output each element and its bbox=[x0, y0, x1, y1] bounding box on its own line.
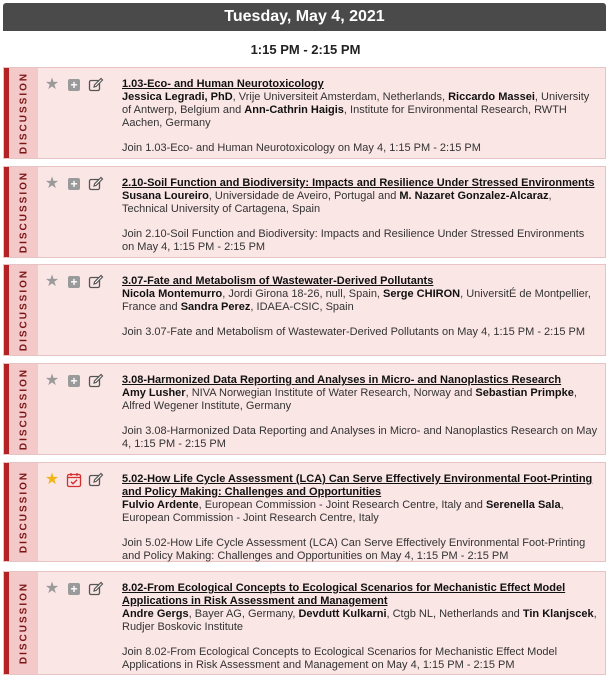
edit-note-icon[interactable] bbox=[88, 176, 104, 192]
chair-name: Amy Lusher bbox=[122, 387, 186, 399]
session-title-link[interactable]: 3.07-Fate and Metabolism of Wastewater-Derived Pollutants bbox=[122, 275, 434, 287]
session-content bbox=[122, 374, 599, 451]
chair-affiliation: , IDAEA-CSIC, Spain bbox=[250, 301, 354, 313]
chair-affiliation: , Rudjer Boskovic Institute bbox=[122, 608, 597, 633]
chair-name: Serenella Sala bbox=[485, 499, 561, 511]
add-to-schedule-icon[interactable]: + bbox=[66, 373, 82, 389]
chair-affiliation: , UniversitÉ de Montpellier, France and bbox=[122, 288, 591, 313]
chair-affiliation: , European Commission - Joint Research Centre, Italy and bbox=[198, 499, 486, 511]
chair-name: Fulvio Ardente bbox=[122, 499, 199, 511]
chair-name: Andre Gergs bbox=[122, 608, 189, 620]
session-content bbox=[122, 473, 599, 563]
add-to-schedule-icon[interactable]: + bbox=[66, 581, 82, 597]
chair-name: Serge CHIRON bbox=[383, 288, 461, 300]
session-card bbox=[3, 571, 606, 675]
edit-note-icon[interactable] bbox=[88, 274, 104, 290]
chair-name: Tin Klanjscek bbox=[522, 608, 594, 620]
chair-affiliation: , Vrije Universiteit Amsterdam, Netherlands, bbox=[232, 91, 449, 103]
session-card bbox=[3, 67, 606, 159]
chair-name: Ann-Cathrin Haigis bbox=[244, 104, 344, 116]
join-session-text: Join 5.02-How Life Cycle Assessment (LCA) Can Serve Effectively Environmental Foot-Printing and Policy Making: Challenges and Opportunities on May 4, 1:15 PM - 2:15 PM bbox=[122, 537, 586, 562]
chair-name: Riccardo Massei bbox=[448, 91, 535, 103]
session-chairs bbox=[122, 91, 599, 130]
session-content bbox=[122, 177, 599, 254]
chair-name: Sandra Perez bbox=[180, 301, 251, 313]
star-icon[interactable]: ★ bbox=[44, 175, 60, 192]
star-icon[interactable]: ★ bbox=[44, 372, 60, 389]
chair-affiliation: , Institute for Environmental Research, RWTH Aachen, Germany bbox=[122, 104, 567, 129]
session-chairs bbox=[122, 608, 599, 634]
session-title-link[interactable]: 8.02-From Ecological Concepts to Ecological Scenarios for Mechanistic Effect Model Applications in Risk Assessment and Management bbox=[122, 582, 566, 607]
session-actions bbox=[44, 373, 104, 389]
session-chairs bbox=[122, 499, 599, 525]
join-session-text: Join 3.07-Fate and Metabolism of Wastewater-Derived Pollutants on May 4, 1:15 PM - 2:15 PM bbox=[122, 326, 586, 338]
add-to-schedule-icon[interactable]: + bbox=[66, 176, 82, 192]
session-type-stripe bbox=[4, 572, 38, 674]
session-card bbox=[3, 462, 606, 562]
session-type-stripe bbox=[4, 167, 38, 257]
add-to-schedule-icon[interactable]: + bbox=[66, 274, 82, 290]
chair-affiliation: , Ctgb NL, Netherlands and bbox=[386, 608, 523, 620]
session-card bbox=[3, 363, 606, 455]
session-chairs bbox=[122, 387, 599, 413]
join-session-text: Join 1.03-Eco- and Human Neurotoxicology on May 4, 1:15 PM - 2:15 PM bbox=[122, 142, 481, 154]
chair-name: Devdutt Kulkarni bbox=[298, 608, 387, 620]
session-chairs bbox=[122, 288, 599, 314]
chair-affiliation: , Alfred Wegener Institute, Germany bbox=[122, 387, 577, 412]
chair-name: Susana Loureiro bbox=[122, 190, 209, 202]
edit-note-icon[interactable] bbox=[88, 472, 104, 488]
join-session-text: Join 2.10-Soil Function and Biodiversity: Impacts and Resilience Under Stressed Environments on May 4, 1:15 PM - 2:15 PM bbox=[122, 228, 585, 253]
session-actions bbox=[44, 176, 104, 192]
session-chairs bbox=[122, 190, 599, 216]
session-title-link[interactable]: 5.02-How Life Cycle Assessment (LCA) Can Serve Effectively Environmental Foot-Printing and Policy Making: Challenges and Opportunities bbox=[122, 473, 593, 498]
session-actions bbox=[44, 472, 104, 488]
chair-name: Jessica Legradi, PhD bbox=[122, 91, 233, 103]
session-actions bbox=[44, 274, 104, 290]
session-card bbox=[3, 264, 606, 356]
join-session-text: Join 3.08-Harmonized Data Reporting and Analyses in Micro- and Nanoplastics Research on May 4, 1:15 PM - 2:15 PM bbox=[122, 425, 598, 450]
edit-note-icon[interactable] bbox=[88, 77, 104, 93]
chair-name: Nicola Montemurro bbox=[122, 288, 223, 300]
join-session-text: Join 8.02-From Ecological Concepts to Ecological Scenarios for Mechanistic Effect Model Applications in Risk Assessment and Management on May 4, 1:15 PM - 2:15 PM bbox=[122, 646, 558, 671]
session-type-stripe bbox=[4, 463, 38, 561]
add-to-schedule-icon[interactable]: + bbox=[66, 77, 82, 93]
session-type-stripe bbox=[4, 68, 38, 158]
star-filled-icon[interactable]: ★ bbox=[44, 471, 60, 488]
session-type-label: DISCUSSION bbox=[18, 170, 29, 254]
chair-name: Sebastian Primpke bbox=[475, 387, 574, 399]
session-title-link[interactable]: 2.10-Soil Function and Biodiversity: Impacts and Resilience Under Stressed Environments bbox=[122, 177, 595, 189]
day-header: Tuesday, May 4, 2021 bbox=[3, 3, 606, 31]
chair-affiliation: , Universidade de Aveiro, Portugal and bbox=[208, 190, 400, 202]
session-type-label: DISCUSSION bbox=[18, 268, 29, 352]
session-content bbox=[122, 582, 599, 672]
edit-note-icon[interactable] bbox=[88, 373, 104, 389]
calendar-check-icon[interactable] bbox=[66, 472, 82, 488]
session-title-link[interactable]: 1.03-Eco- and Human Neurotoxicology bbox=[122, 78, 324, 90]
session-type-stripe bbox=[4, 265, 38, 355]
time-slot-heading: 1:15 PM - 2:15 PM bbox=[250, 42, 361, 57]
session-type-stripe bbox=[4, 364, 38, 454]
edit-note-icon[interactable] bbox=[88, 581, 104, 597]
session-card bbox=[3, 166, 606, 258]
session-type-label: DISCUSSION bbox=[18, 581, 29, 665]
session-type-label: DISCUSSION bbox=[18, 470, 29, 554]
session-content bbox=[122, 78, 599, 155]
star-icon[interactable]: ★ bbox=[44, 273, 60, 290]
session-type-label: DISCUSSION bbox=[18, 367, 29, 451]
session-actions bbox=[44, 581, 104, 597]
session-actions bbox=[44, 77, 104, 93]
session-content bbox=[122, 275, 599, 339]
chair-name: M. Nazaret Gonzalez-Alcaraz bbox=[399, 190, 549, 202]
chair-affiliation: , Bayer AG, Germany, bbox=[188, 608, 299, 620]
chair-affiliation: , Technical University of Cartagena, Spain bbox=[122, 190, 552, 215]
chair-affiliation: , Jordi Girona 18-26, null, Spain, bbox=[222, 288, 384, 300]
chair-affiliation: , University of Antwerp, Belgium and bbox=[122, 91, 590, 116]
session-title-link[interactable]: 3.08-Harmonized Data Reporting and Analyses in Micro- and Nanoplastics Research bbox=[122, 374, 562, 386]
star-icon[interactable]: ★ bbox=[44, 76, 60, 93]
session-type-label: DISCUSSION bbox=[18, 71, 29, 155]
chair-affiliation: , European Commission - Joint Research Centre, Italy bbox=[122, 499, 564, 524]
chair-affiliation: , NIVA Norwegian Institute of Water Research, Norway and bbox=[185, 387, 476, 399]
star-icon[interactable]: ★ bbox=[44, 580, 60, 597]
